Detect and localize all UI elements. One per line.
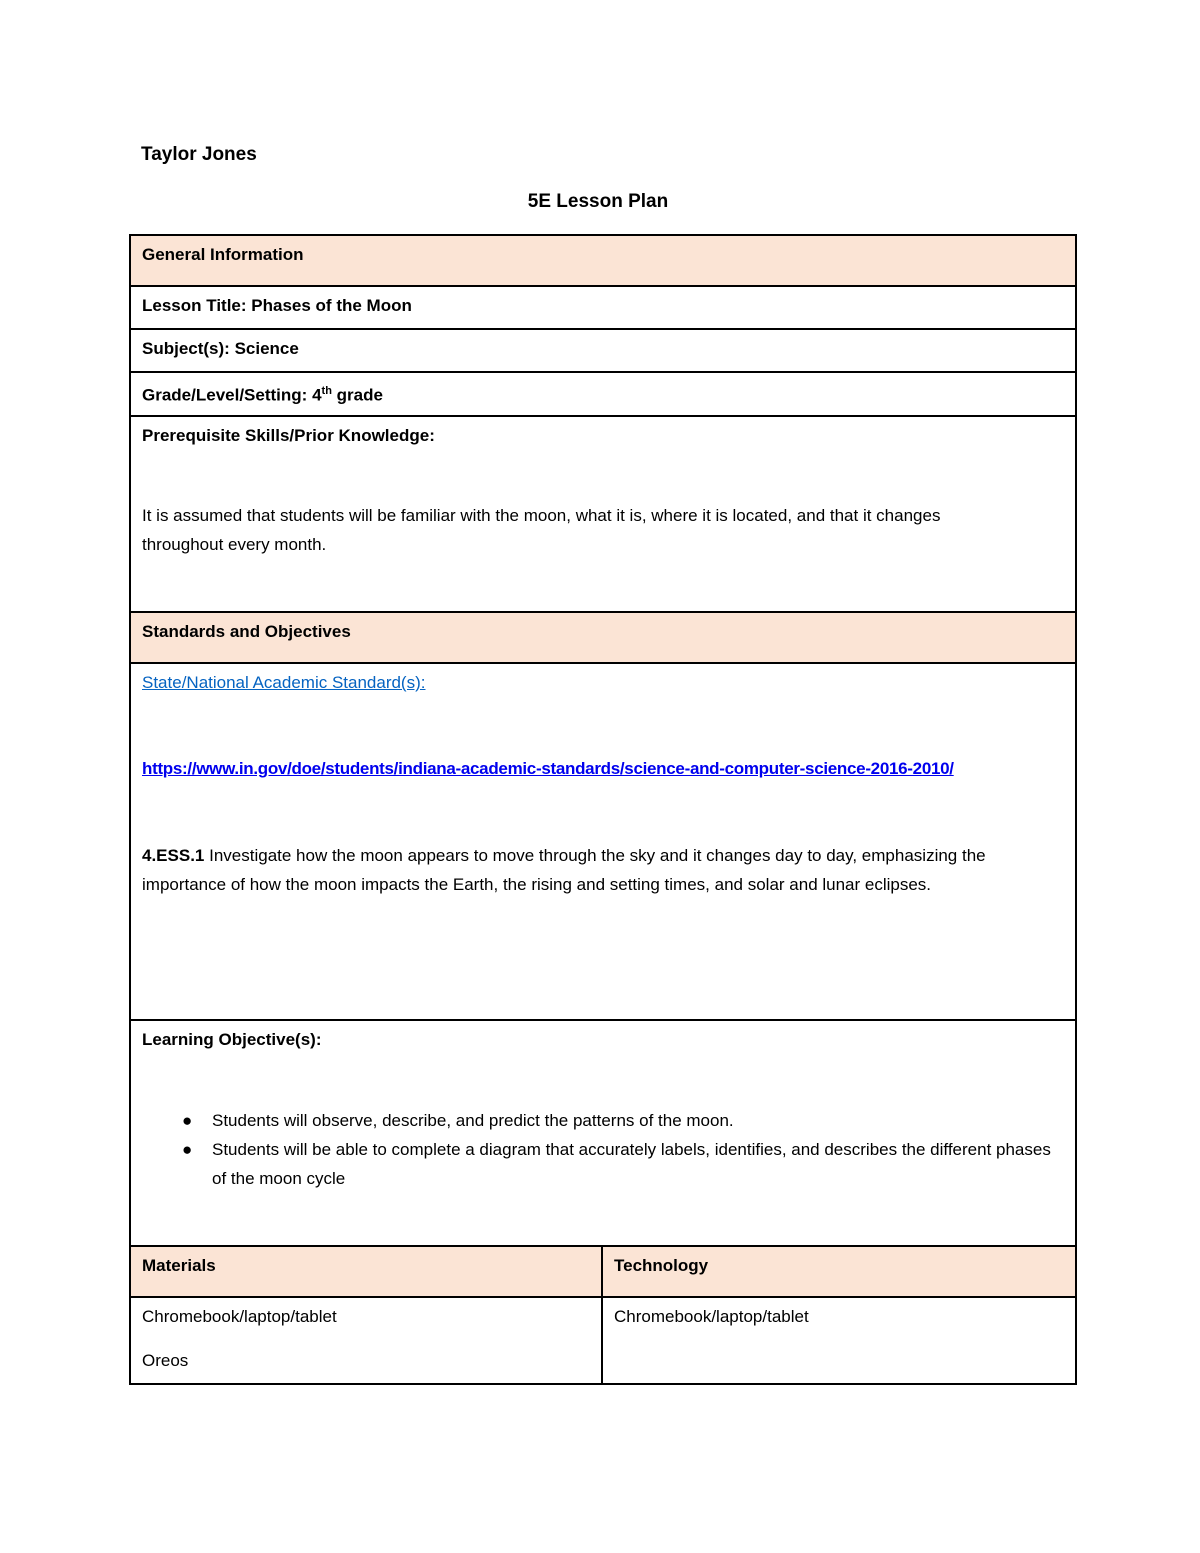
- list-item: ● Students will observe, describe, and predict the patterns of the moon.: [182, 1106, 1064, 1135]
- grade-number: 4: [312, 385, 322, 405]
- general-information-header: General Information: [130, 235, 1076, 286]
- subjects-label: Subject(s):: [142, 339, 230, 358]
- bullet-icon: ●: [182, 1140, 193, 1159]
- prerequisite-cell: [130, 416, 1076, 612]
- subjects-row: [130, 329, 1076, 372]
- technology-item: Chromebook/laptop/tablet: [614, 1307, 809, 1326]
- objectives-list: [142, 1106, 1064, 1193]
- grade-label: Grade/Level/Setting:: [142, 385, 308, 405]
- technology-header: Technology: [602, 1246, 1076, 1297]
- standards-url-link[interactable]: https://www.in.gov/doe/students/indiana-academic-standards/science-and-computer-science-2016-2010/: [142, 759, 954, 778]
- technology-cell: [602, 1297, 1076, 1384]
- materials-item: Oreos: [142, 1351, 189, 1370]
- standard-code: 4.ESS.1: [142, 846, 205, 865]
- materials-header: Materials: [130, 1246, 602, 1297]
- standards-objectives-header: Standards and Objectives: [130, 612, 1076, 663]
- materials-item: Chromebook/laptop/tablet: [142, 1307, 337, 1326]
- materials-cell: [130, 1297, 602, 1384]
- subjects-value: Science: [234, 339, 299, 358]
- grade-superscript: th: [321, 385, 332, 397]
- standards-cell: [130, 663, 1076, 1020]
- list-item: ● Students will be able to complete a diagram that accurately labels, identifies, and describes the different phases of the moon cycle: [182, 1135, 1064, 1193]
- learning-objectives-label: Learning Objective(s):: [142, 1030, 322, 1049]
- document-title: 5E Lesson Plan: [527, 191, 669, 212]
- lesson-title-row: [130, 286, 1076, 329]
- standards-link-label[interactable]: State/National Academic Standard(s):: [142, 673, 426, 692]
- grade-suffix: grade: [336, 385, 383, 405]
- standard-description: [142, 841, 1064, 899]
- standard-text: Investigate how the moon appears to move through the sky and it changes day to day, emphasizing the importance of how the moon impacts the Earth, the rising and setting times, and solar and lunar eclipses.: [142, 846, 986, 894]
- grade-row: [130, 372, 1076, 416]
- prerequisite-text: It is assumed that students will be familiar with the moon, what it is, where it is located, and that it changes throughout every month.: [142, 506, 941, 554]
- prerequisite-label: Prerequisite Skills/Prior Knowledge:: [142, 426, 435, 445]
- bullet-icon: ●: [182, 1111, 193, 1130]
- lesson-title-value: Phases of the Moon: [251, 296, 412, 315]
- lesson-title-label: Lesson Title:: [142, 296, 247, 315]
- author-name: Taylor Jones: [141, 144, 257, 165]
- lesson-plan-table: [129, 234, 1077, 1385]
- learning-objectives-cell: [130, 1020, 1076, 1246]
